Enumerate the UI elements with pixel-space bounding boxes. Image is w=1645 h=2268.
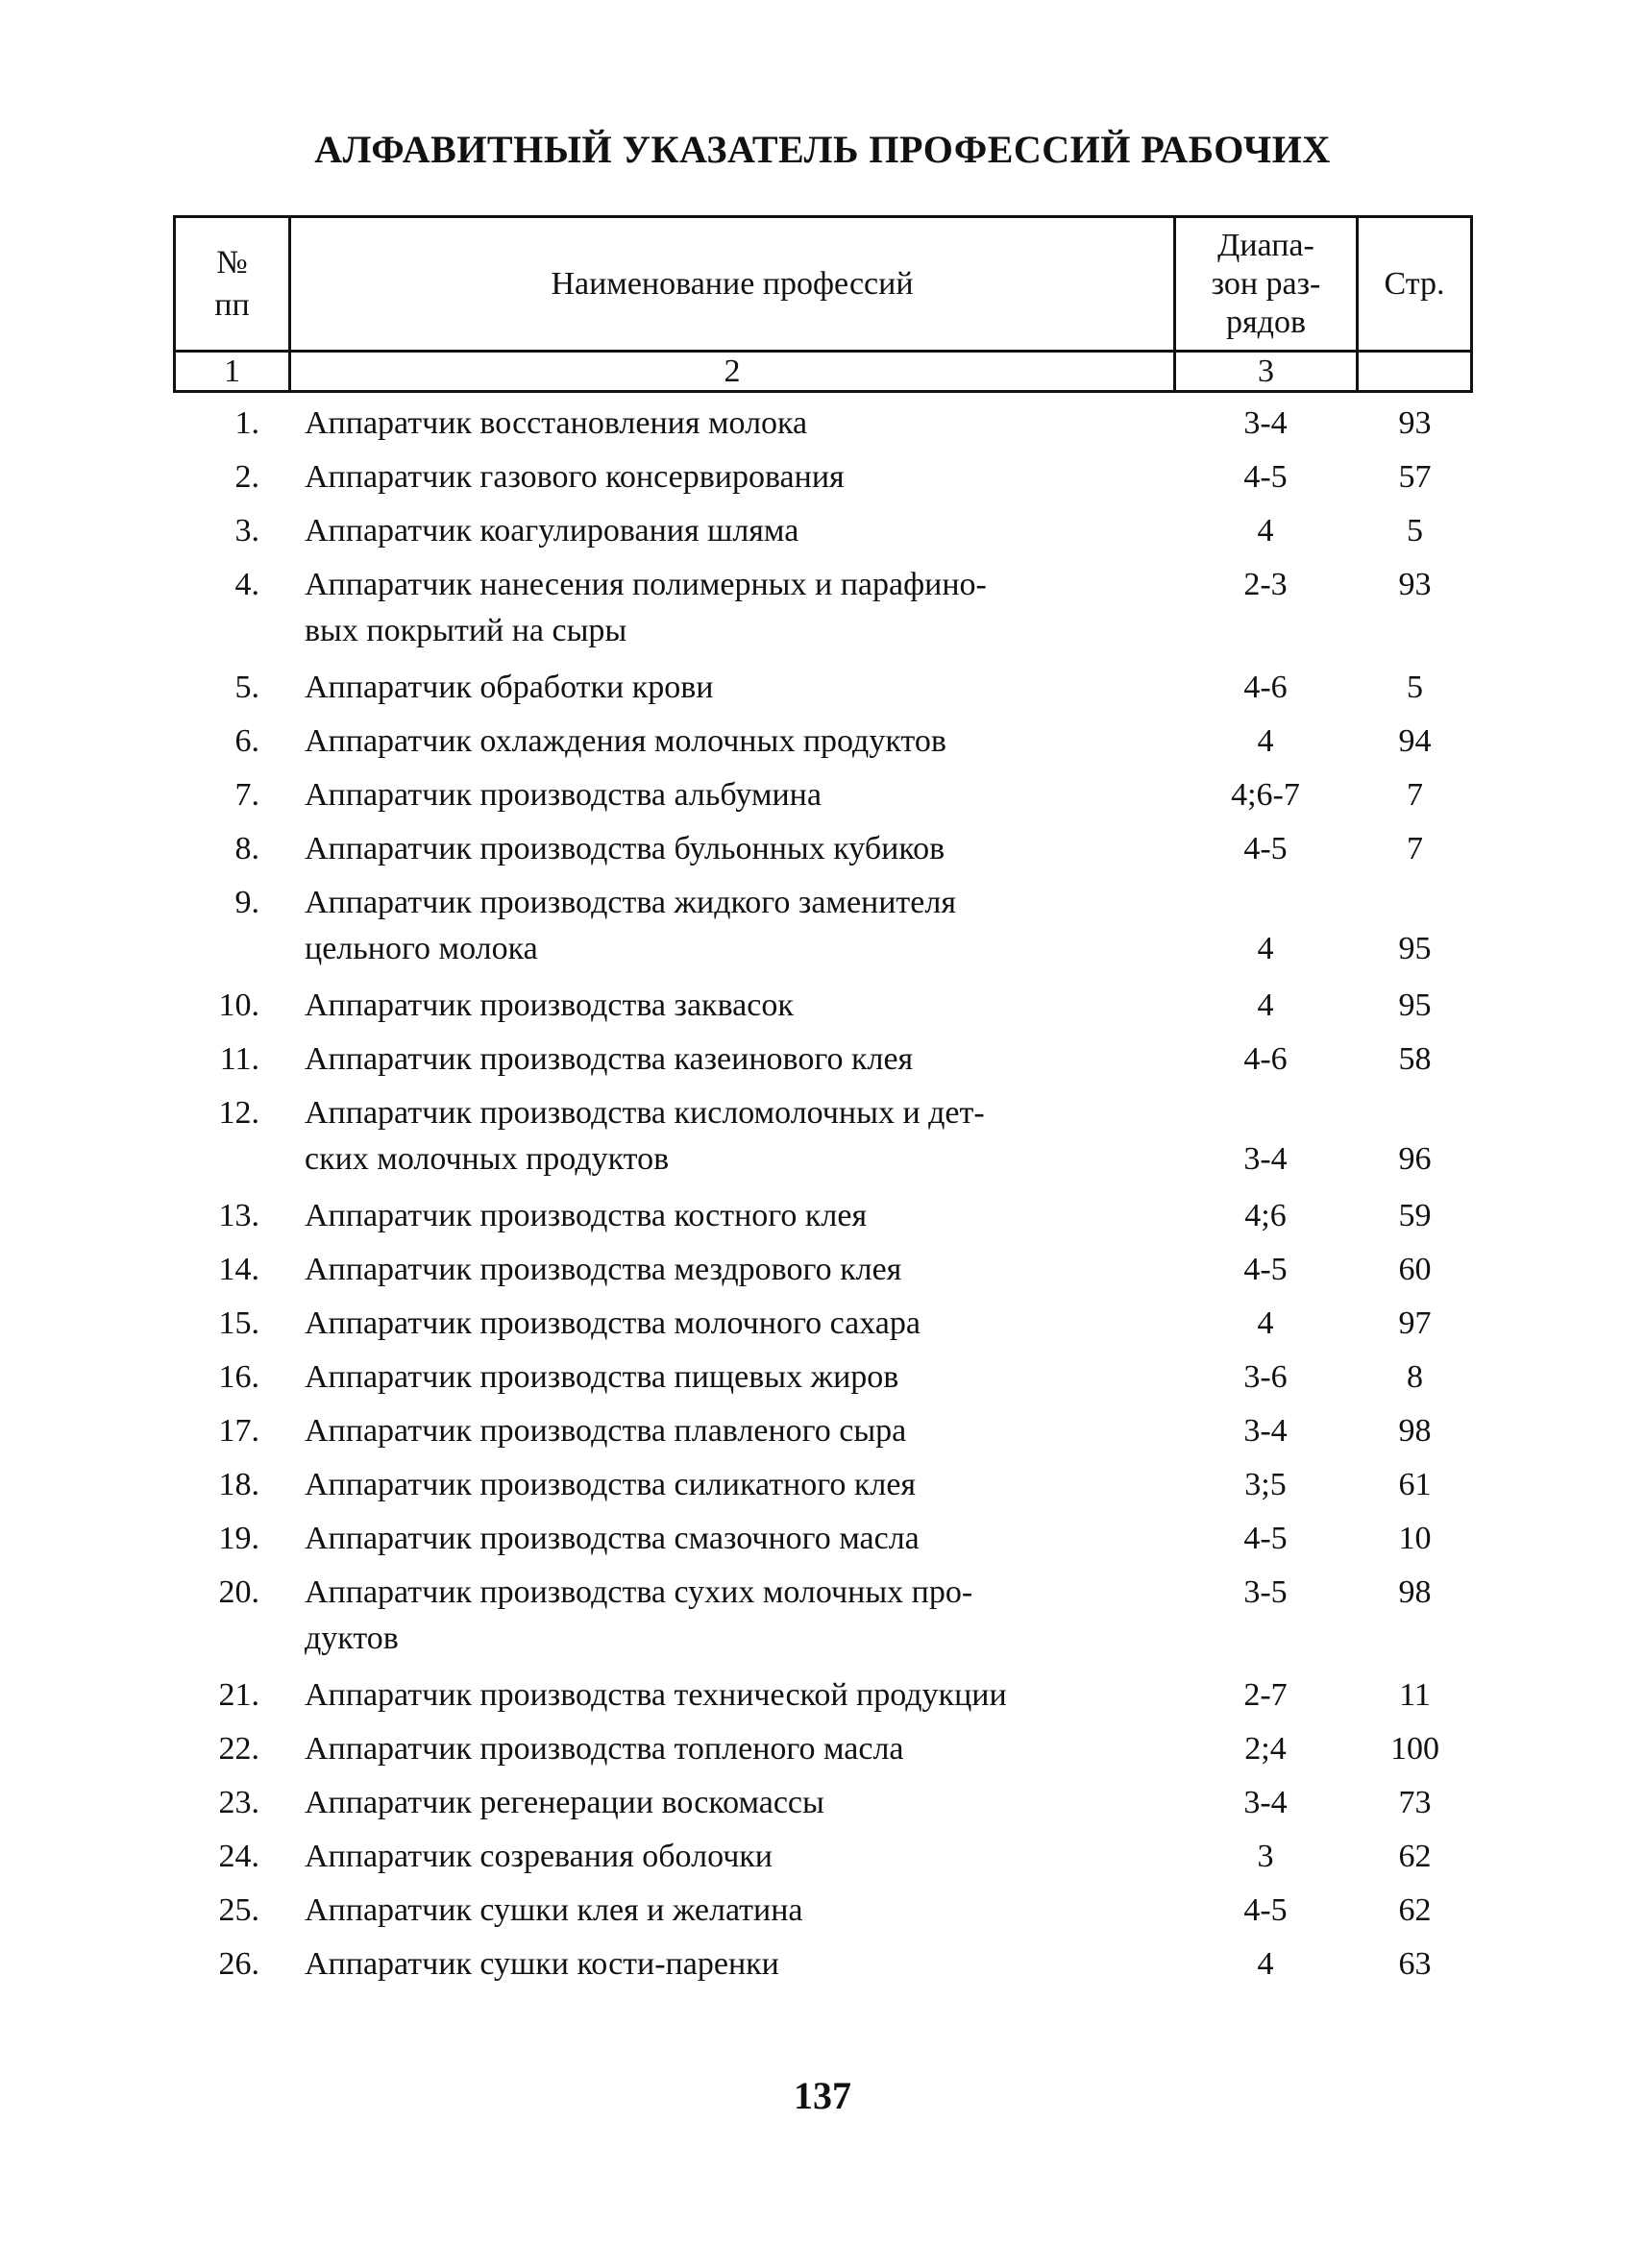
row-number: 18. [218, 1467, 259, 1502]
header-col-page: Стр. [1384, 265, 1445, 302]
profession-name: Аппаратчик нанесения полимерных и парафино- вых покрытий на сыры [305, 567, 987, 648]
profession-name: Аппаратчик производства кисломолочных и дет- ских молочных продуктов [305, 1095, 985, 1177]
profession-name: Аппаратчик производства технической продукции [305, 1677, 1007, 1713]
row-number: 15. [218, 1305, 259, 1341]
row-number: 19. [218, 1521, 259, 1556]
profession-name: Аппаратчик созревания оболочки [305, 1839, 773, 1874]
grade-range: 3-6 [1243, 1359, 1288, 1395]
header-number-4 [1359, 353, 1470, 390]
row-number: 6. [234, 723, 259, 759]
profession-name: Аппаратчик производства смазочного масла [305, 1521, 920, 1556]
header-col-num: № пп [214, 244, 250, 323]
row-number: 4. [234, 567, 259, 602]
profession-name: Аппаратчик производства плавленого сыра [305, 1413, 907, 1449]
page-ref: 10 [1398, 1521, 1432, 1556]
profession-name: Аппаратчик производства альбумина [305, 777, 822, 813]
grade-range: 3-5 [1243, 1574, 1288, 1610]
grade-range: 3-4 [1243, 1785, 1288, 1820]
page-ref: 7 [1407, 777, 1423, 813]
profession-name: Аппаратчик производства мездрового клея [305, 1252, 902, 1287]
grade-range: 4-6 [1243, 1041, 1288, 1077]
profession-name: Аппаратчик производства жидкого заменителя цельного молока [305, 885, 956, 966]
row-number: 2. [234, 459, 259, 495]
header-number-2: 2 [724, 353, 741, 389]
profession-name: Аппаратчик производства пищевых жиров [305, 1359, 899, 1395]
grade-range: 4 [1257, 513, 1274, 549]
row-number: 26. [218, 1946, 259, 1982]
row-number: 22. [218, 1731, 259, 1767]
row-number: 12. [218, 1095, 259, 1131]
page-ref: 7 [1407, 831, 1423, 866]
row-number: 14. [218, 1252, 259, 1287]
row-number: 21. [218, 1677, 259, 1713]
header-number-3: 3 [1258, 353, 1274, 389]
grade-range: 4 [1257, 931, 1274, 966]
profession-name: Аппаратчик регенерации воскомассы [305, 1785, 824, 1820]
grade-range: 4-5 [1243, 1252, 1288, 1287]
page-ref: 58 [1398, 1041, 1432, 1077]
page-ref: 93 [1398, 405, 1432, 441]
profession-name: Аппаратчик производства бульонных кубиков [305, 831, 945, 866]
grade-range: 4;6-7 [1231, 777, 1300, 813]
page-ref: 62 [1398, 1892, 1432, 1928]
grade-range: 3 [1257, 1839, 1274, 1874]
grade-range: 4 [1257, 723, 1274, 759]
row-number: 13. [218, 1198, 259, 1233]
profession-name: Аппаратчик производства казеинового клея [305, 1041, 914, 1077]
grade-range: 3-4 [1243, 1141, 1288, 1177]
page-ref: 95 [1398, 988, 1432, 1023]
table-header [173, 215, 1473, 393]
header-col-range: Диапа- зон раз- рядов [1211, 227, 1321, 340]
grade-range: 4-5 [1243, 1521, 1288, 1556]
page-ref: 97 [1398, 1305, 1432, 1341]
profession-name: Аппаратчик производства заквасок [305, 988, 794, 1023]
grade-range: 3-4 [1243, 405, 1288, 441]
page-ref: 5 [1407, 513, 1423, 549]
profession-name: Аппаратчик производства молочного сахара [305, 1305, 921, 1341]
row-number: 5. [234, 670, 259, 705]
row-number: 11. [219, 1041, 259, 1077]
row-number: 23. [218, 1785, 259, 1820]
row-number: 20. [218, 1574, 259, 1610]
profession-name: Аппаратчик охлаждения молочных продуктов [305, 723, 946, 759]
profession-name: Аппаратчик сушки кости-паренки [305, 1946, 779, 1982]
profession-name: Аппаратчик коагулирования шляма [305, 513, 799, 549]
grade-range: 3;5 [1244, 1467, 1287, 1502]
page-ref: 59 [1398, 1198, 1432, 1233]
grade-range: 3-4 [1243, 1413, 1288, 1449]
row-number: 7. [234, 777, 259, 813]
grade-range: 4-5 [1243, 459, 1288, 495]
row-number: 16. [218, 1359, 259, 1395]
page-ref: 93 [1398, 567, 1432, 602]
page-ref: 8 [1407, 1359, 1423, 1395]
page-title: АЛФАВИТНЫЙ УКАЗАТЕЛЬ ПРОФЕССИЙ РАБОЧИХ [314, 128, 1331, 171]
grade-range: 4-5 [1243, 1892, 1288, 1928]
page-ref: 62 [1398, 1839, 1432, 1874]
page-ref: 5 [1407, 670, 1423, 705]
page-ref: 94 [1398, 723, 1432, 759]
page-ref: 11 [1399, 1677, 1431, 1713]
row-number: 24. [218, 1839, 259, 1874]
grade-range: 4-6 [1243, 670, 1288, 705]
page-ref: 98 [1398, 1413, 1432, 1449]
grade-range: 2-3 [1243, 567, 1288, 602]
profession-name: Аппаратчик сушки клея и желатина [305, 1892, 803, 1928]
header-col-name: Наименование профессий [551, 265, 914, 302]
profession-name: Аппаратчик производства костного клея [305, 1198, 868, 1233]
grade-range: 4-5 [1243, 831, 1288, 866]
grade-range: 2-7 [1243, 1677, 1288, 1713]
header-number-1: 1 [224, 353, 240, 389]
page-ref: 57 [1398, 459, 1432, 495]
row-number: 9. [234, 885, 259, 920]
grade-range: 4 [1257, 988, 1274, 1023]
page-ref: 95 [1398, 931, 1432, 966]
row-number: 25. [218, 1892, 259, 1928]
profession-name: Аппаратчик восстановления молока [305, 405, 808, 441]
page-ref: 98 [1398, 1574, 1432, 1610]
page-ref: 63 [1398, 1946, 1432, 1982]
page-ref: 96 [1398, 1141, 1432, 1177]
profession-name: Аппаратчик производства топленого масла [305, 1731, 904, 1767]
page-ref: 61 [1398, 1467, 1432, 1502]
grade-range: 4;6 [1244, 1198, 1287, 1233]
grade-range: 4 [1257, 1946, 1274, 1982]
row-number: 17. [218, 1413, 259, 1449]
row-number: 3. [234, 513, 259, 549]
page-ref: 100 [1390, 1731, 1439, 1767]
profession-name: Аппаратчик газового консервирования [305, 459, 845, 495]
page-number: 137 [794, 2074, 851, 2117]
profession-name: Аппаратчик производства сухих молочных про- дуктов [305, 1574, 973, 1656]
profession-name: Аппаратчик производства силикатного клея [305, 1467, 917, 1502]
profession-name: Аппаратчик обработки крови [305, 670, 714, 705]
row-number: 1. [234, 405, 259, 441]
grade-range: 2;4 [1244, 1731, 1287, 1767]
page-ref: 73 [1398, 1785, 1432, 1820]
page-ref: 60 [1398, 1252, 1432, 1287]
row-number: 8. [234, 831, 259, 866]
grade-range: 4 [1257, 1305, 1274, 1341]
row-number: 10. [218, 988, 259, 1023]
